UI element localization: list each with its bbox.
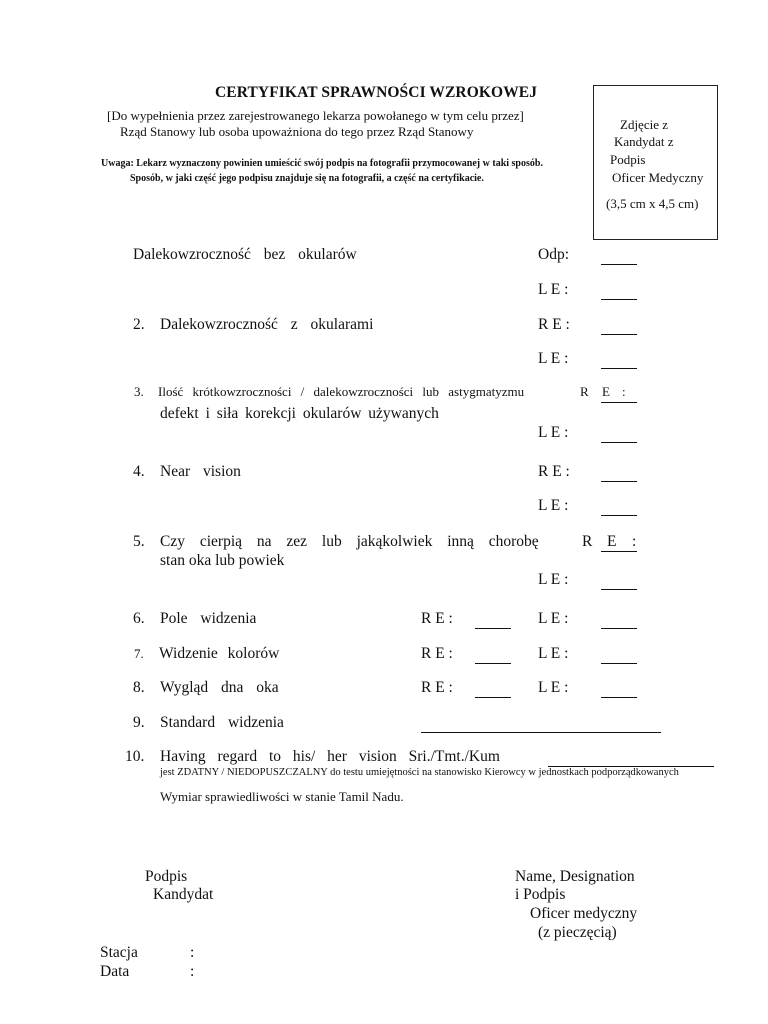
item-7-label: Widzenie kolorów <box>159 645 280 662</box>
item-7-re-label: R E : <box>421 645 453 662</box>
item-4-label: Near vision <box>160 463 241 480</box>
document-title: CERTYFIKAT SPRAWNOŚCI WZROKOWEJ <box>215 84 538 101</box>
station-label: Stacja <box>100 944 138 961</box>
subtitle-line-2: Rząd Stanowy lub osoba upoważniona do tego przez Rząd Stanowy <box>120 124 474 139</box>
item-5-le-blank[interactable] <box>601 575 637 590</box>
item-9-label: Standard widzenia <box>160 714 284 731</box>
item-3-le-blank[interactable] <box>601 428 637 443</box>
item-2-label: Dalekowzroczność z okularami <box>160 316 374 333</box>
photo-label-2: Kandydat z <box>614 134 674 149</box>
item-5-label-line-1: Czy cierpią na zez lub jakąkolwiek inną chorobę <box>160 533 539 550</box>
note-line-2: Sposób, w jaki część jego podpisu znajduje się na fotografii, a część na certyfikacie. <box>130 173 484 184</box>
photo-label-4: Oficer Medyczny <box>612 170 704 185</box>
item-2-number: 2. <box>133 316 145 333</box>
date-label: Data <box>100 963 130 980</box>
item-3-re-e: E <box>602 384 610 399</box>
item-8-re-blank[interactable] <box>475 683 511 698</box>
item-8-number: 8. <box>133 679 145 696</box>
candidate-signature-label-1: Podpis <box>145 868 188 885</box>
item-1-le-blank[interactable] <box>601 285 637 300</box>
item-7-number: 7. <box>134 646 144 661</box>
item-7-re-blank[interactable] <box>475 649 511 664</box>
item-4-le-label: L E : <box>538 497 569 514</box>
item-3-label-line-1: Ilość krótkowzroczności / dalekowzroczności lub astygmatyzmu <box>158 384 525 399</box>
item-5-re-e: E <box>607 533 617 550</box>
candidate-signature-label-2: Kandydat <box>153 886 214 903</box>
item-8-re-label: R E : <box>421 679 453 696</box>
item-8-le-blank[interactable] <box>601 683 637 698</box>
item-5-label-line-2: stan oka lub powiek <box>160 552 285 569</box>
item-5-re-r: R <box>582 533 593 550</box>
item-10-fitness-statement: jest ZDATNY / NIEDOPUSZCZALNY do testu umiejętności na stanowisko Kierowcy w jednostkach podporządkowanych <box>160 767 679 778</box>
item-10-number: 10. <box>125 748 145 765</box>
item-4-re-blank[interactable] <box>601 467 637 482</box>
item-2-re-label: R E : <box>538 316 570 333</box>
item-5-re-colon: : <box>632 533 637 550</box>
photo-label-3: Podpis <box>610 152 646 167</box>
item-2-le-blank[interactable] <box>601 354 637 369</box>
item-4-number: 4. <box>133 463 145 480</box>
photo-label-1: Zdjęcie z <box>620 117 668 132</box>
item-8-le-label: L E : <box>538 679 569 696</box>
item-5-re-blank[interactable] <box>601 537 637 552</box>
note-line-1: Uwaga: Lekarz wyznaczony powinien umieścić swój podpis na fotografii przymocowanej w taki sposób. <box>101 158 543 169</box>
item-3-re-r: R <box>580 384 589 399</box>
item-3-le-label: L E : <box>538 424 569 441</box>
item-1-odp-blank[interactable] <box>601 250 637 265</box>
item-3-re-blank[interactable] <box>601 388 637 403</box>
officer-signature-label-4: (z pieczęcią) <box>538 924 617 941</box>
item-3-label-line-2: defekt i siła korekcji okularów używanych <box>160 405 439 422</box>
item-10-label: Having regard to his/ her vision Sri./Tmt./Kum <box>160 748 500 765</box>
item-4-re-label: R E : <box>538 463 570 480</box>
station-colon: : <box>190 944 195 961</box>
item-9-blank[interactable] <box>421 718 661 733</box>
item-4-le-blank[interactable] <box>601 501 637 516</box>
item-1-odp-label: Odp: <box>538 246 569 263</box>
subtitle-line-1: [Do wypełnienia przez zarejestrowanego lekarza powołanego w tym celu przez] <box>107 108 524 123</box>
item-6-re-label: R E : <box>421 610 453 627</box>
item-7-le-blank[interactable] <box>601 649 637 664</box>
item-6-le-blank[interactable] <box>601 614 637 629</box>
item-6-number: 6. <box>133 610 145 627</box>
item-1-le-label: L E : <box>538 281 569 298</box>
item-10-name-blank[interactable] <box>548 752 714 767</box>
officer-signature-label-2: i Podpis <box>515 886 566 903</box>
item-5-le-label: L E : <box>538 571 569 588</box>
photo-label-5: (3,5 cm x 4,5 cm) <box>606 196 699 211</box>
item-3-number: 3. <box>134 384 144 399</box>
item-5-number: 5. <box>133 533 145 550</box>
item-9-number: 9. <box>133 714 145 731</box>
item-6-le-label: L E : <box>538 610 569 627</box>
date-colon: : <box>190 963 195 980</box>
photo-placeholder-box <box>593 85 718 240</box>
item-7-le-label: L E : <box>538 645 569 662</box>
item-8-label: Wygląd dna oka <box>160 679 279 696</box>
item-2-re-blank[interactable] <box>601 320 637 335</box>
item-6-re-blank[interactable] <box>475 614 511 629</box>
item-1-label: Dalekowzroczność bez okularów <box>133 246 357 263</box>
item-2-le-label: L E : <box>538 350 569 367</box>
item-3-re-colon: : <box>622 384 626 399</box>
item-6-label: Pole widzenia <box>160 610 257 627</box>
officer-signature-label-3: Oficer medyczny <box>530 905 638 922</box>
officer-signature-label-1: Name, Designation <box>515 868 635 885</box>
item-10-jurisdiction: Wymiar sprawiedliwości w stanie Tamil Nadu. <box>160 789 404 804</box>
